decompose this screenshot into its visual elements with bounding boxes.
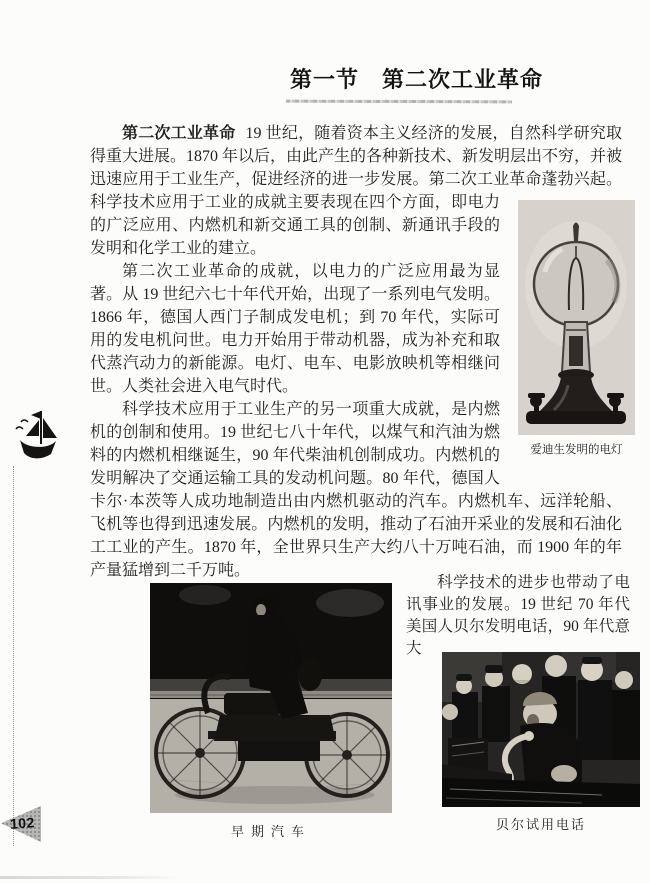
figure-early-car [150,583,392,839]
ship-ornament-icon [14,408,60,468]
edison-lamp-photo [518,200,635,435]
figure-caption-edison-lamp: 爱迪生发明的电灯 [530,444,623,456]
early-car-photo [150,583,392,813]
figure-edison-lamp [518,200,635,458]
scan-edge-smudge [0,876,178,879]
title-underline-ornament [286,100,512,104]
figure-caption-bell-telephone: 贝尔试用电话 [495,817,586,832]
bell-telephone-photo [442,652,640,807]
margin-dotted-line [13,466,14,846]
article-body [90,122,622,582]
figure-caption-early-car: 早期汽车 [230,824,311,839]
paragraph-3: 科学技术应用于工业生产的另一项重大成就，是内燃机的创制和使用。19 世纪七八十年代，以煤气和汽油为燃料的内燃机相继诞生，90 年代柴油机创制成功。内燃机的发明解决了交通运输工具的发动机问题。80 年代，德国人卡尔·本茨等人成功地制造出由内燃机驱动的汽车。内燃机车、远洋轮船、飞机等也得到迅速发展。内燃机的发明，推动了石油开采业的发展和石油化工工业的产生。1870 年，全世界只生产大约八十万吨石油，而 1900 年的年产量猛增到二千万吨。 [90,401,622,579]
page-number: 102 [9,814,36,832]
paragraph-4: 科学技术的进步也带动了电讯事业的发展。19 世纪 70 年代美国人贝尔发明电话，90 年代意大 [406,574,630,657]
figure-bell-telephone [442,652,640,832]
paragraph-1-text-b: 兴起。科学技术应用于工业的成就主要表现在四个方面，即电力的广泛应用、内燃机和新交通工具的创制、新通讯手段的发明和化学工业的建立。 [90,171,622,257]
page-number-badge [1,806,41,842]
paragraph-lead-term: 第二次工业革命 [122,125,236,142]
paragraph-1-text-a: 19 世纪，随着资本主义经济的发展，自然科学研究取得重大进展。1870 年以后，由此产生的各种新技术、新发明层出不穷，并被迅速应用于工业生产，促进经济的进一步发展。第二次工业革命蓬勃 [90,125,623,188]
page-title: 第一节 第二次工业革命 [290,67,544,92]
paragraph-2: 第二次工业革命的成就，以电力的广泛应用最为显著。从 19 世纪六七十年代开始，出现了一系列电气发明。1866 年，德国人西门子制成发电机；到 70 年代，实际可用的发电机问世。电力开始用于带动机器，成为补充和取代蒸汽动力的新能源。电灯、电车、电影放映机等相继问世。人类社会进入电气时代。 [90,263,500,395]
